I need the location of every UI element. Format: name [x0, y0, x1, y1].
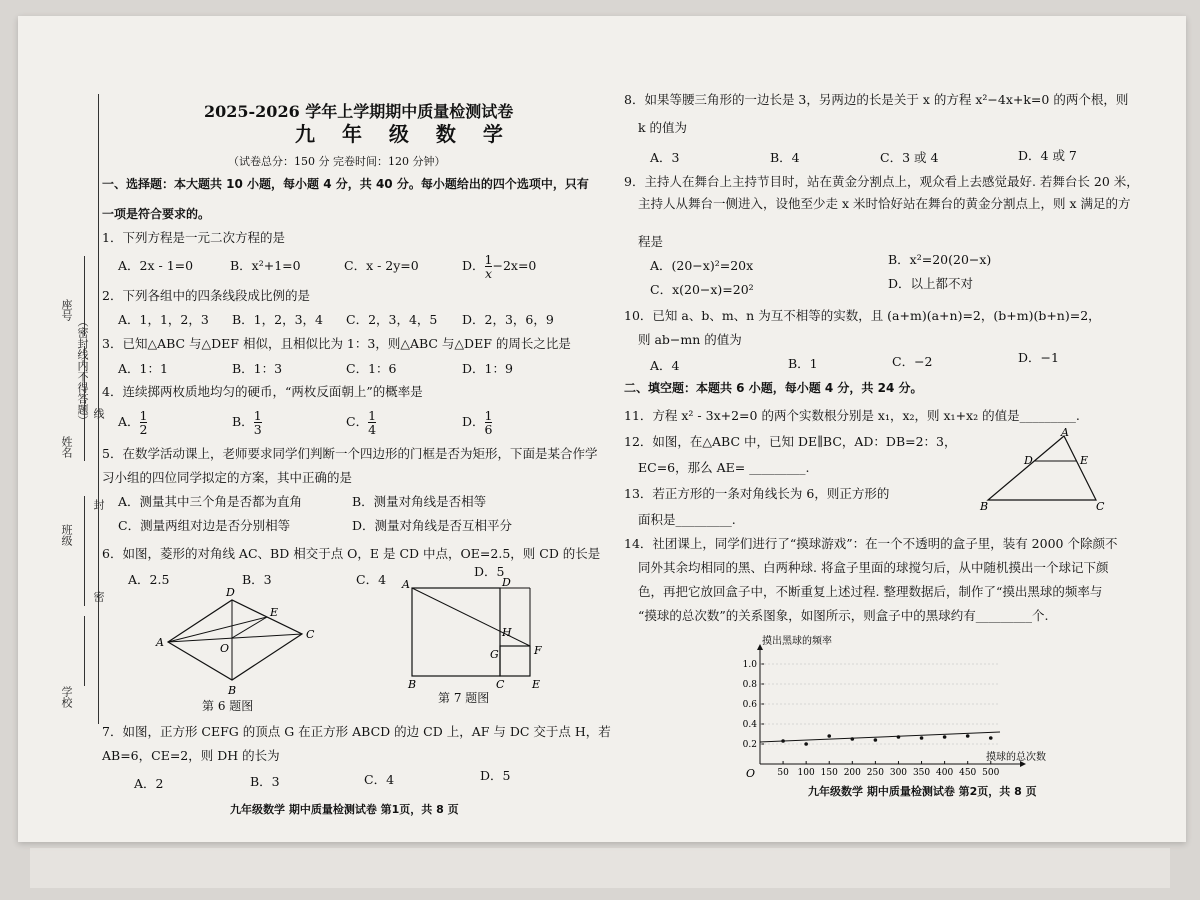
- class-label: 班级: [60, 524, 73, 546]
- q14-text-1: 14．社团课上，同学们进行了“摸球游戏”：在一个不透明的盒子里，装有 2000 个除颜不: [624, 536, 1118, 551]
- q5-option-c: C．测量两组对边是否分别相等: [118, 518, 291, 533]
- q7-option-c: C．4: [364, 772, 395, 787]
- q2-option-a: A．1，1，2，3: [118, 312, 209, 327]
- school-underline: [84, 616, 85, 686]
- exam-info: （试卷总分：150 分 完卷时间：120 分钟）: [228, 155, 446, 168]
- x-tick-label: 300: [889, 768, 908, 778]
- q14-text-4: “摸球的总次数”的关系图象，如图所示，则盒子中的黑球约有_________个.: [638, 608, 1049, 623]
- label-d: D: [1024, 454, 1033, 467]
- q8-option-d: D．4 或 7: [1018, 148, 1077, 163]
- label-d: D: [502, 576, 511, 589]
- y-tick-label: 1.0: [742, 660, 757, 670]
- name-label: 姓名: [60, 436, 73, 458]
- q3-option-b: B．1：3: [232, 361, 283, 376]
- y-tick-label: 0.6: [742, 700, 757, 710]
- q7-option-a: A．2: [134, 776, 164, 791]
- q5-stem-2: 习小组的四位同学拟定的方案，其中正确的是: [102, 470, 353, 485]
- data-point: [874, 738, 878, 742]
- x-tick-label: 500: [982, 768, 1000, 778]
- q9-option-d: D．以上都不对: [888, 276, 974, 291]
- desk-background: [30, 848, 1170, 888]
- q5-stem-1: 5．在数学活动课上，老师要求同学们判断一个四边形的门框是否为矩形，下面是某合作学: [102, 446, 598, 461]
- q8-option-b: B．4: [770, 150, 800, 165]
- rhombus-outline: [168, 600, 302, 680]
- data-point: [897, 735, 901, 739]
- q2-option-b: B．1，2，3，4: [232, 312, 323, 327]
- data-point: [851, 737, 855, 741]
- q9-stem-2: 主持人从舞台一侧进入，设他至少走 x 米时恰好站在舞台的黄金分割点上，则 x 满足的方: [638, 196, 1131, 211]
- data-point: [943, 735, 947, 739]
- data-point: [781, 739, 785, 743]
- q4-stem: 4．连续掷两枚质地均匀的硬币，“两枚反面朝上”的概率是: [102, 384, 423, 399]
- figure-6-rhombus: [146, 586, 336, 696]
- label-c: C: [1096, 500, 1105, 512]
- q10-option-c: C．−2: [892, 354, 933, 369]
- fig7-caption: 第 7 题图: [438, 691, 490, 705]
- data-point: [989, 736, 993, 740]
- q5-option-a: A．测量其中三个角是否都为直角: [118, 494, 303, 509]
- x-tick-label: 150: [820, 768, 838, 778]
- q5-option-d: D．测量对角线是否互相平分: [352, 518, 513, 533]
- q10-stem-2: 则 ab−mn 的值为: [638, 332, 742, 347]
- q9-stem-1: 9．主持人在舞台上主持节目时，站在黄金分割点上，观众看上去感觉最好. 若舞台长 20 米，: [624, 174, 1139, 189]
- trend-line: [760, 732, 1000, 742]
- section1-heading-1: 一、选择题：本大题共 10 小题，每小题 4 分，共 40 分。每小题给出的四个选项中，只有: [102, 177, 589, 191]
- x-tick-label: 100: [797, 768, 815, 778]
- q3-option-d: D．1：9: [462, 361, 513, 376]
- q11-text: 11．方程 x² - 3x+2=0 的两个实数根分别是 x₁，x₂，则 x₁+x₂ 的值是_________.: [624, 408, 1080, 423]
- chart-origin-label: O: [746, 767, 756, 780]
- school-label: 学校: [60, 686, 73, 708]
- q9-option-a: A．(20−x)²=20x: [650, 258, 754, 273]
- q6-option-a: A．2.5: [128, 572, 170, 587]
- q7-stem-2: AB=6，CE=2，则 DH 的长为: [102, 748, 280, 763]
- footer-left: 九年级数学 期中质量检测试卷 第1页，共 8 页: [230, 803, 459, 816]
- x-tick-label: 50: [777, 768, 789, 778]
- label-a: A: [1061, 428, 1069, 439]
- x-tick-label: 350: [912, 768, 931, 778]
- q6-stem: 6．如图，菱形的对角线 AC、BD 相交于点 O，E 是 CD 中点，OE=2.5，则 CD 的长是: [102, 546, 601, 561]
- square-abcd: [412, 588, 500, 676]
- q12-text-2: EC=6，那么 AE= _________.: [638, 460, 810, 475]
- q8-option-a: A．3: [650, 150, 680, 165]
- q2-option-d: D．2，3，6，9: [462, 312, 554, 327]
- frequency-chart: [728, 630, 1058, 782]
- seal-note: （密封线内不得答题）: [76, 316, 89, 426]
- q9-option-b: B．x²=20(20−x): [888, 252, 992, 267]
- q1-option-b: B．x²+1=0: [230, 258, 301, 273]
- q3-stem: 3．已知△ABC 与△DEF 相似，且相似比为 1：3，则△ABC 与△DEF 的周长之比是: [102, 336, 571, 351]
- q9-option-c: C．x(20−x)=20²: [650, 282, 754, 297]
- q9-stem-3: 程是: [638, 234, 664, 249]
- q1-option-c: C．x - 2y=0: [344, 258, 419, 273]
- label-b: B: [228, 684, 237, 696]
- q2-option-c: C．2，3，4，5: [346, 312, 438, 327]
- diagonal-ac: [168, 634, 302, 642]
- triangle-abc: [988, 436, 1096, 500]
- class-underline: [84, 496, 85, 606]
- footer-right: 九年级数学 期中质量检测试卷 第2页，共 8 页: [808, 785, 1037, 798]
- label-a: A: [156, 636, 164, 649]
- q5-option-b: B．测量对角线是否相等: [352, 494, 487, 509]
- q13-text-2: 面积是_________.: [638, 512, 736, 527]
- q8-stem-1: 8．如果等腰三角形的一边长是 3，另两边的长是关于 x 的方程 x²−4x+k=0 的两个根，则: [624, 92, 1129, 107]
- q1-option-a: A．2x - 1=0: [118, 258, 194, 273]
- chart-ylabel: 摸出黑球的频率: [762, 636, 832, 647]
- q10-option-b: B．1: [788, 356, 818, 371]
- data-point: [966, 734, 970, 738]
- chart-axes: [757, 644, 1026, 767]
- x-tick-label: 200: [843, 768, 861, 778]
- q10-option-a: A．4: [650, 358, 680, 373]
- q10-stem-1: 10．已知 a、b、m、n 为互不相等的实数，且 (a+m)(a+n)=2，(b+m)(b+n)=2，: [624, 308, 1101, 323]
- exam-title: 2025-2026 学年上学期期中质量检测试卷: [204, 102, 514, 121]
- seat-label: 座号: [60, 299, 73, 321]
- q3-option-c: C．1：6: [346, 361, 397, 376]
- q12-text-1: 12．如图，在△ABC 中，已知 DE∥BC，AD：DB=2：3，: [624, 434, 957, 449]
- q8-option-c: C．3 或 4: [880, 150, 939, 165]
- y-tick-label: 0.2: [742, 740, 757, 750]
- q4-option-d: D． $\frac{1}{6}$: [462, 408, 493, 437]
- q1-stem: 1．下列方程是一元二次方程的是: [102, 230, 285, 245]
- label-f: F: [534, 644, 542, 657]
- label-c: C: [496, 678, 505, 691]
- q14-text-2: 同外其余均相同的黑、白两种球. 将盒子里面的球搅匀后，从中随机摸出一个球记下颜: [638, 560, 1109, 575]
- x-tick-label: 400: [936, 768, 954, 778]
- q4-option-c: C． $\frac{1}{4}$: [346, 408, 377, 437]
- q10-option-d: D．−1: [1018, 350, 1059, 365]
- section1-heading-2: 一项是符合要求的。: [102, 207, 211, 221]
- label-d: D: [226, 586, 235, 599]
- label-o: O: [220, 642, 230, 655]
- label-e: E: [270, 606, 279, 619]
- label-b: B: [408, 678, 417, 691]
- label-g: G: [490, 648, 499, 661]
- chart-xlabel: 摸球的总次数: [986, 752, 1046, 763]
- q6-option-b: B．3: [242, 572, 272, 587]
- label-b: B: [980, 500, 989, 512]
- label-a: A: [402, 578, 410, 591]
- q7-option-d: D．5: [480, 768, 511, 783]
- y-tick-label: 0.4: [742, 720, 757, 730]
- figure-7-squares: [398, 574, 558, 694]
- x-tick-label: 450: [959, 768, 977, 778]
- q6-option-c: C．4: [356, 572, 387, 587]
- segment-af: [412, 588, 530, 646]
- exam-sheet: [18, 16, 1186, 842]
- segment-oe: [232, 617, 267, 638]
- figure-12-triangle: [968, 428, 1108, 512]
- q6-option-d: D．5: [474, 564, 505, 579]
- q14-text-3: 色，再把它放回盒子中，不断重复上述过程. 整理数据后，制作了“摸出黑球的频率与: [638, 584, 1103, 599]
- secret-char: 密: [92, 591, 105, 602]
- y-tick-label: 0.8: [742, 680, 757, 690]
- subject-title: 九 年 级 数 学: [295, 122, 513, 146]
- x-tick-label: 250: [866, 768, 884, 778]
- q8-stem-2: k 的值为: [638, 120, 688, 135]
- q1-option-d: D． $\frac{1}{x}$ −2x=0: [462, 252, 537, 281]
- label-e: E: [1080, 454, 1089, 467]
- line-char: 线: [92, 408, 105, 419]
- q3-option-a: A．1：1: [118, 361, 168, 376]
- chart-ticks: [743, 660, 1000, 778]
- q4-option-b: B． $\frac{1}{3}$: [232, 408, 262, 437]
- label-e: E: [532, 678, 541, 691]
- q13-text-1: 13．若正方形的一条对角线长为 6，则正方形的: [624, 486, 890, 501]
- data-point: [804, 742, 808, 746]
- segment-ae: [168, 617, 267, 642]
- q2-stem: 2．下列各组中的四条线段成比例的是: [102, 288, 310, 303]
- section2-heading: 二、填空题：本题共 6 小题，每小题 4 分，共 24 分。: [624, 381, 923, 395]
- q4-option-a: A． $\frac{1}{2}$: [118, 408, 148, 437]
- fig6-caption: 第 6 题图: [202, 699, 254, 713]
- label-h: H: [502, 626, 512, 639]
- square-cefg: [500, 646, 530, 676]
- q7-stem-1: 7．如图，正方形 CEFG 的顶点 G 在正方形 ABCD 的边 CD 上，AF 与 DC 交于点 H，若: [102, 724, 611, 739]
- seal-char: 封: [92, 499, 105, 510]
- label-c: C: [306, 628, 315, 641]
- data-point: [920, 736, 924, 740]
- q7-option-b: B．3: [250, 774, 280, 789]
- data-point: [827, 734, 831, 738]
